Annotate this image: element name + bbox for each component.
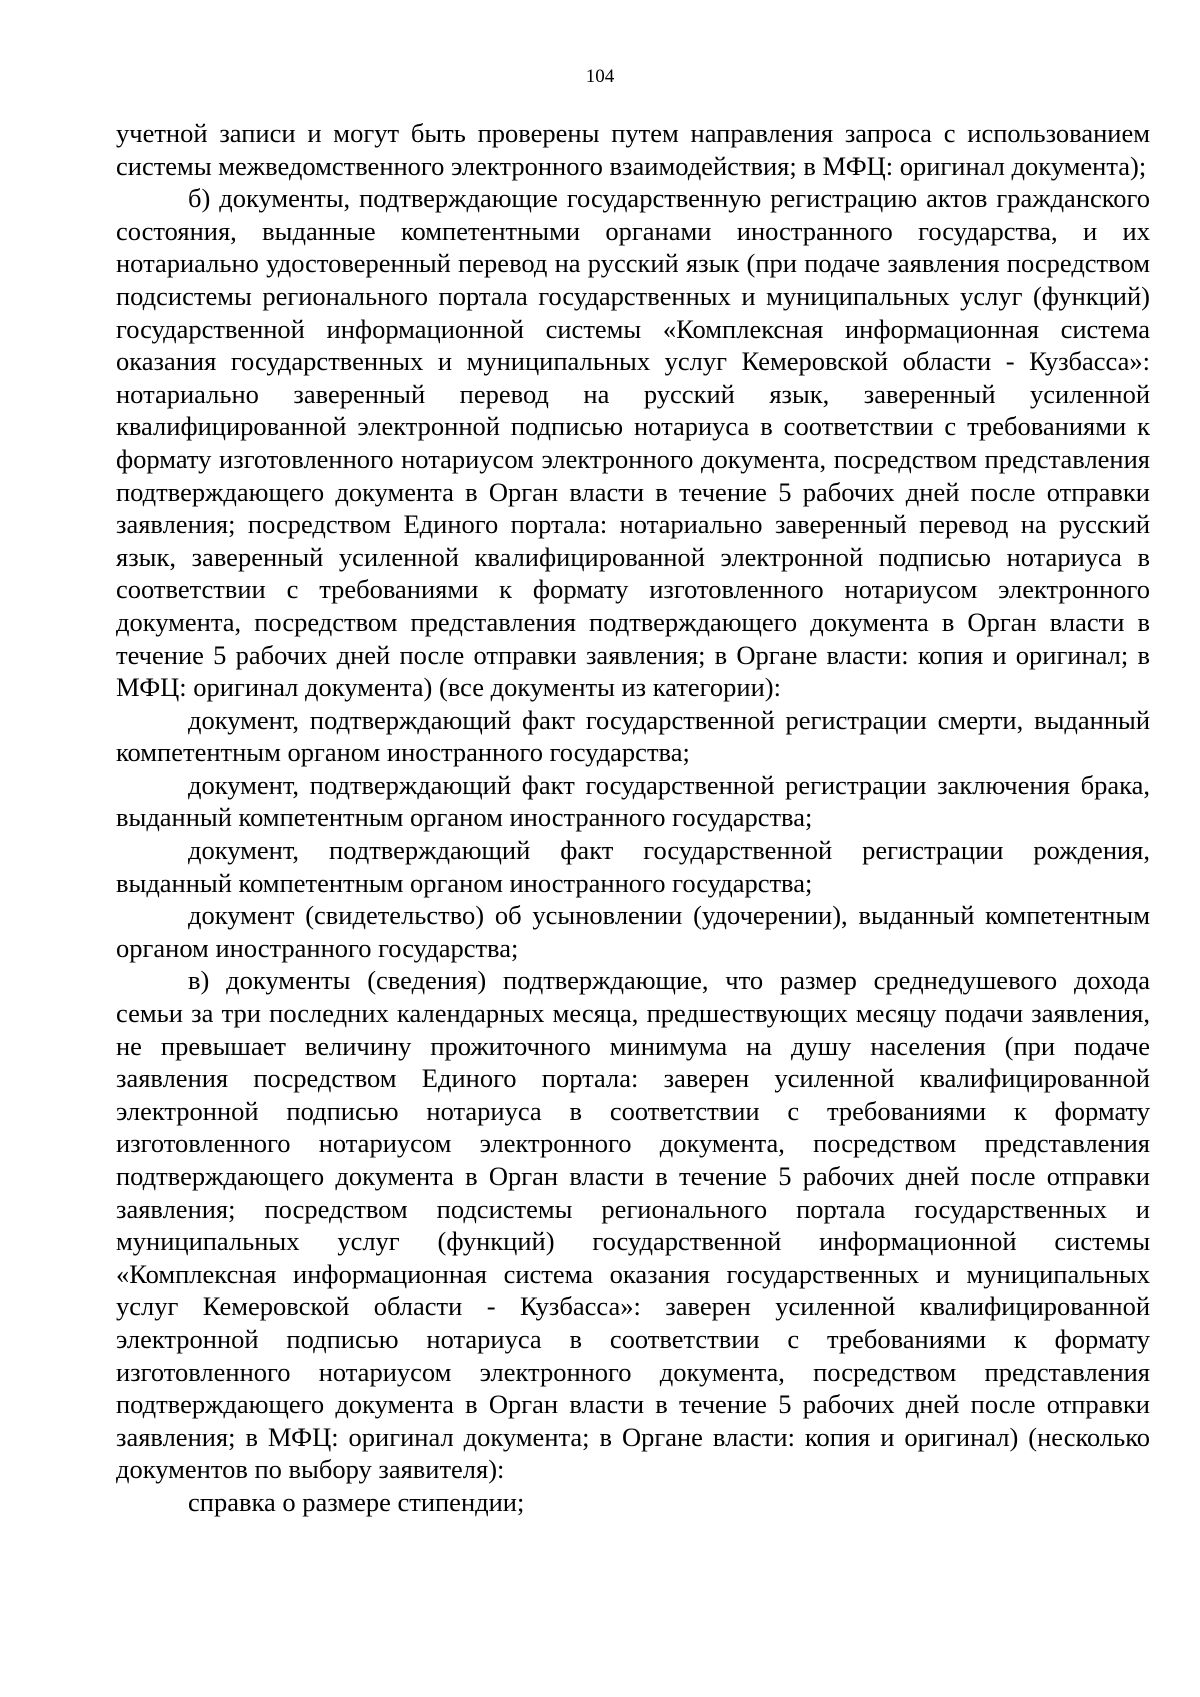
page-number: 104: [585, 66, 615, 87]
paragraph-marriage-registration: документ, подтверждающий факт государственной регистрации заключения брака, выданный компетентным органом иностранного государства;: [116, 769, 1150, 833]
document-body: [116, 117, 1150, 1519]
paragraph-scholarship-certificate: справка о размере стипендии;: [188, 1486, 525, 1517]
paragraph-death-registration: документ, подтверждающий факт государственной регистрации смерти, выданный компетентным органом иностранного государства;: [116, 704, 1150, 768]
paragraph-item-b: б) документы, подтверждающие государственную регистрацию актов гражданского состояния, выданные компетентными органами иностранного государства, и их нотариально удостоверенный перевод на русский язык (при подаче заявления посредством подсистемы регионального портала государственных и муниципальных услуг (функций) государственной информационной системы «Комплексная информационная система оказания государственных и муниципальных услуг Кемеровской области - Кузбасса»: нотариально заверенный перевод на русский язык, заверенный усиленной квалифицированной электронной подписью нотариуса в соответствии с требованиями к формату изготовленного нотариусом электронного документа, посредством представления подтверждающего документа в Орган власти в течение 5 рабочих дней после отправки заявления; посредством Единого портала: нотариально заверенный перевод на русский язык, заверенный усиленной квалифицированной электронной подписью нотариуса в соответствии с требованиями к формату изготовленного нотариусом электронного документа, посредством представления подтверждающего документа в Орган власти в течение 5 рабочих дней после отправки заявления; в Органе власти: копия и оригинал; в МФЦ: оригинал документа) (все документы из категории):: [116, 183, 1150, 703]
paragraph-item-v: в) документы (сведения) подтверждающие, что размер среднедушевого дохода семьи за три последних календарных месяца, предшествующих месяцу подачи заявления, не превышает величину прожиточного минимума на душу населения (при подаче заявления посредством Единого портала: заверен усиленной квалифицированной электронной подписью нотариуса в соответствии с требованиями к формату изготовленного нотариусом электронного документа, посредством представления подтверждающего документа в Орган власти в течение 5 рабочих дней после отправки заявления; посредством подсистемы регионального портала государственных и муниципальных услуг (функций) государственной информационной системы «Комплексная информационная система оказания государственных и муниципальных услуг Кемеровской области - Кузбасса»: заверен усиленной квалифицированной электронной подписью нотариуса в соответствии с требованиями к формату изготовленного нотариусом электронного документа, посредством представления подтверждающего документа в Орган власти в течение 5 рабочих дней после отправки заявления; в МФЦ: оригинал документа; в Органе власти: копия и оригинал) (несколько документов по выбору заявителя):: [116, 965, 1150, 1485]
paragraph-continuation: учетной записи и могут быть проверены путем направления запроса с использованием системы межведомственного электронного взаимодействия; в МФЦ: оригинал документа);: [116, 118, 1150, 181]
paragraph-adoption-certificate: документ (свидетельство) об усыновлении (удочерении), выданный компетентным органом иностранного государства;: [116, 900, 1150, 963]
paragraph-birth-registration: документ, подтверждающий факт государственной регистрации рождения, выданный компетентным органом иностранного государства;: [116, 835, 1150, 898]
